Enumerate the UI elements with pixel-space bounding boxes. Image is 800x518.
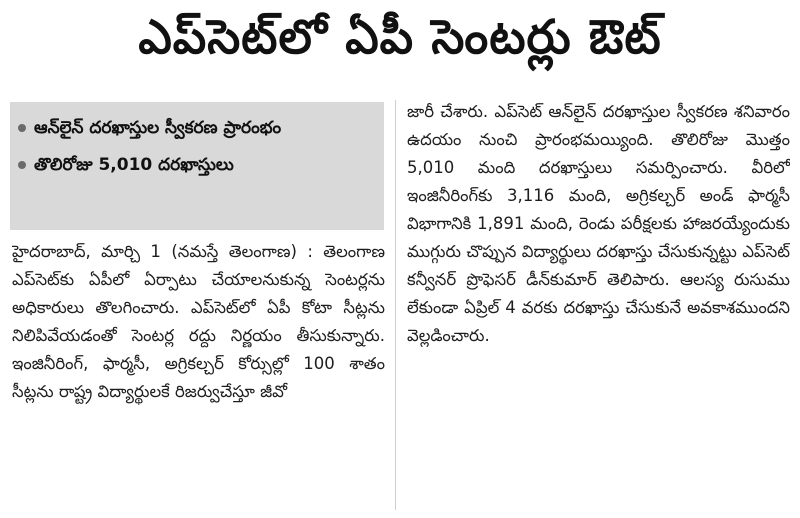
bullet-icon — [18, 124, 26, 132]
column-divider — [395, 100, 396, 510]
bullet-icon — [18, 161, 26, 169]
article-body-right-column: జారీ చేశారు. ఎప్‌సెట్ ఆన్‌లైన్ దరఖాస్తుల స్వీకరణ శనివారం ఉదయం నుంచి ప్రారంభమయ్యింది. తొలిరోజు మొత్తం 5,010 మంది దరఖాస్తులు సమర్పించారు. వీరిలో ఇంజినీరింగ్‌కు 3,116 మంది, అగ్రికల్చర్ అండ్ ఫార్మసీ విభాగానికి 1,891 మంది, రెండు పరీక్షలకు హాజరయ్యేందుకు ముగ్గురు చొప్పున విద్యార్థులు దరఖాస్తు చేసుకున్నట్టు ఎప్‌సెట్ కన్వీనర్ ప్రొఫెసర్ డీన్‌కుమార్ తెలిపారు. ఆలస్య రుసుము లేకుండా ఏప్రిల్ 4 వరకు దరఖాస్తు చేసుకునే అవకాశముందని వెల్లడించారు. — [407, 102, 790, 345]
highlight-text: ఆన్‌లైన్ దరఖాస్తుల స్వీకరణ ప్రారంభం — [34, 118, 282, 138]
headline: ఎప్‌సెట్‌లో ఏపీ సెంటర్లు ఔట్ — [138, 10, 662, 65]
highlight-item — [34, 110, 374, 147]
highlight-item — [34, 147, 374, 184]
highlight-text: తొలిరోజు 5,010 దరఖాస్తులు — [34, 155, 234, 175]
highlights-box — [10, 102, 384, 230]
article-body-left-column: హైదరాబాద్, మార్చి 1 (నమస్తే తెలంగాణ) : తెలంగాణ ఎప్‌సెట్‌కు ఏపీలో ఏర్పాటు చేయాలనుకున్న సెంటర్లను అధికారులు తొలగించారు. ఎప్‌సెట్‌లో ఏపీ కోటా సీట్లను నిలిపివేయడంతో సెంటర్ల రద్దు నిర్ణయం తీసుకున్నారు. ఇంజినీరింగ్, ఫార్మసీ, అగ్రికల్చర్ కోర్సుల్లో 100 శాతం సీట్లను రాష్ట్ర విద్యార్థులకే రిజర్వుచేస్తూ జీవో — [12, 242, 385, 401]
